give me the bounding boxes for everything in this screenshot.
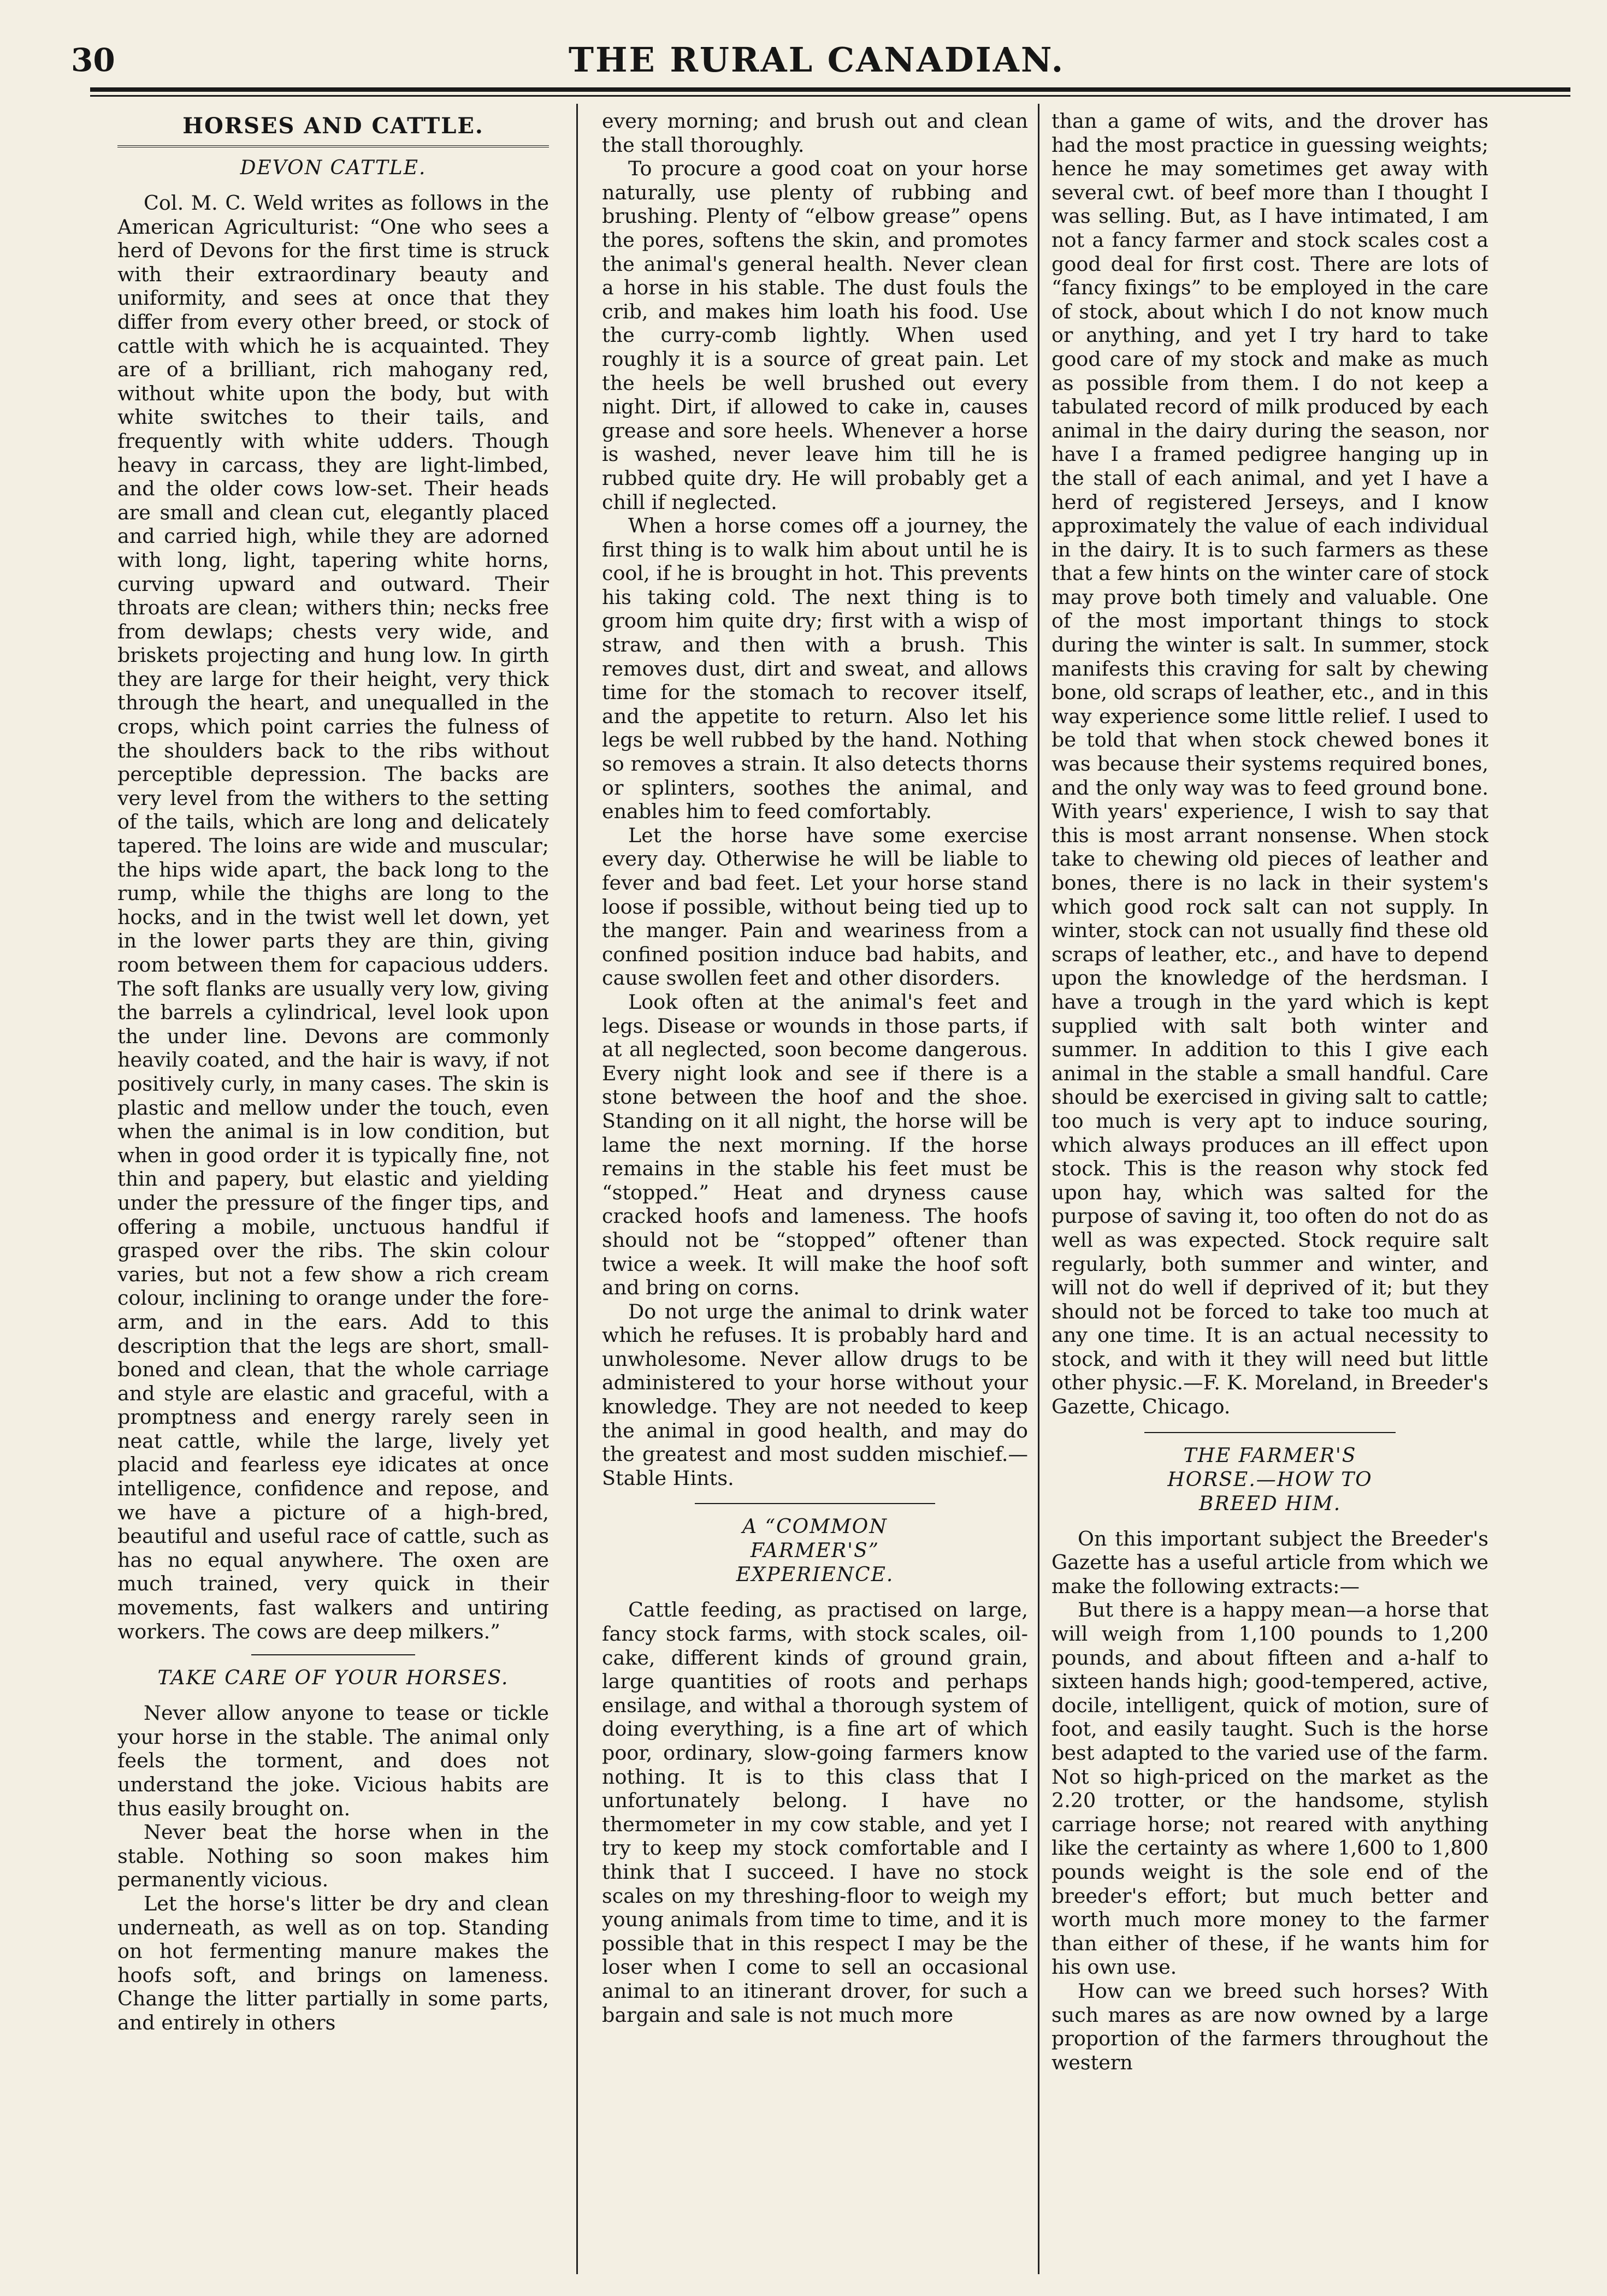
newspaper-title: THE RURAL CANADIAN. — [568, 40, 1065, 80]
article-title-take-care-horses: TAKE CARE OF YOUR HORSES. — [157, 1667, 509, 1690]
article-title-common-farmer: A “COMMON FARMER'S” EXPERIENCE. — [695, 1503, 935, 1587]
article-paragraph: Let the horse's litter be dry and clean underneath, as well as on top. Standing on hot fermenting manure makes the hoofs soft, and brings on lameness. Change the litter partially in some parts, and entirely in others — [117, 1891, 549, 2034]
article-paragraph: How can we breed such horses? With such mares as are now owned by a large proportion of the farmers throughout the western — [1051, 1979, 1488, 2074]
article-paragraph: When a horse comes off a journey, the first thing is to walk him about until he is cool, if he is brought in hot. This prevents his taking cold. The next thing is to groom him quite dry; first with a wisp of straw, and then with a brush. This removes dust, dirt and sweat, and allows time for the stomach to recover itself, and the appetite to return. Also let his legs be well rubbed by the hand. Nothing so removes a strain. It also detects thorns or splinters, soothes the animal, and enables him to feed comfortably. — [602, 514, 1028, 824]
article-title-farmers-horse: THE FARMER'S HORSE.—HOW TO BREED HIM. — [1144, 1432, 1396, 1516]
header-rule-thin — [90, 95, 1570, 97]
article-paragraph: Never allow anyone to tease or tickle your horse in the stable. The animal only feels the torment, and does not understand the joke. Vicious habits are thus easily brought on. — [117, 1701, 549, 1820]
article-paragraph-continued: than a game of wits, and the drover has had the most practice in guessing weights; hence he may sometimes get away with several cwt. of beef more than I thought I was selling. But, as I have intimated, I am not a fancy farmer and stock scales cost a good deal for first cost. There are lots of “fancy fixings” to be employed in the care of stock, about which I do not know much or anything, and yet I try hard to take good care of my stock and make as much as possible from them. I do not keep a tabulated record of milk produced by each animal in the dairy during the season, nor have I a framed pedigree hanging up in the stall of each animal, and yet I have a herd of registered Jerseys, and I know approximately the value of each individual in the dairy. It is to such farmers as these that a few hints on the winter care of stock may prove both timely and valuable. One of the most important things to stock during the winter is salt. In summer, stock manifests this craving for salt by chewing bone, old scraps of leather, etc., and in this way experience some little relief. I used to be told that when stock chewed bones it was because their systems required bones, and the only way was to feed ground bone. With years' experience, I wish to say that this is most arrant nonsense. When stock take to chewing old pieces of leather and bones, there is no lack in their system's which good rock salt can not supply. In winter, stock can not usually find these old scraps of leather, etc., and have to depend upon the knowledge of the herdsman. I have a trough in the yard which is kept supplied with salt both winter and summer. In addition to this I give each animal in the stable a small handful. Care should be exercised in giving salt to cattle; too much is very apt to induce souring, which always produces an ill effect upon stock. This is the reason why stock fed upon hay, which was salted for the purpose of saving it, too often do not do as well as was expected. Stock require salt regularly, both summer and winter, and will not do well if deprived of it; but they should not be forced to take too much at any one time. It is an actual necessity to stock, and with it they will need but little other physic.—F. K. Moreland, in Breeder's Gazette, Chicago. — [1051, 109, 1488, 1419]
page-header — [71, 38, 1562, 82]
article-paragraph: Let the horse have some exercise every day. Otherwise he will be liable to fever and bad feet. Let your horse stand loose if possible, without being tied up to the manger. Pain and weariness from a confined position induce bad habits, and cause swollen feet and other disorders. — [602, 823, 1028, 990]
article-paragraph: Do not urge the animal to drink water which he refuses. It is probably hard and unwholesome. Never allow drugs to be administered to your horse without your knowledge. They are not needed to keep the animal in good health, and may do the greatest and most sudden mischief.—Stable Hints. — [602, 1299, 1028, 1490]
column-3 — [1051, 109, 1488, 2270]
column-1 — [117, 109, 549, 2270]
column-divider-1 — [576, 104, 578, 2274]
article-paragraph: But there is a happy mean—a horse that will weigh from 1,100 pounds to 1,200 pounds, and about fifteen and a-half to sixteen hands high; good-tempered, active, docile, intelligent, quick of motion, sure of foot, and easily taught. Such is the horse best adapted to the varied use of the farm. Not so high-priced on the market as the 2.20 trotter, or the handsome, stylish carriage horse; not reared with anything like the certainty as where 1,600 to 1,800 pounds weight is the sole end of the breeder's effort; but much better and worth much more money to the farmer than either of these, if he wants him for his own use. — [1051, 1598, 1488, 1979]
article-paragraph: To procure a good coat on your horse naturally, use plenty of rubbing and brushing. Plenty of “elbow grease” opens the pores, softens the skin, and promotes the animal's general health. Never clean a horse in his stable. The dust fouls the crib, and makes him loath his food. Use the curry-comb lightly. When used roughly it is a source of great pain. Let the heels be well brushed out every night. Dirt, if allowed to cake in, causes grease and sore heels. Whenever a horse is washed, never leave him till he is rubbed quite dry. He will probably get a chill if neglected. — [602, 157, 1028, 514]
article-paragraph: Look often at the animal's feet and legs. Disease or wounds in those parts, if at all neglected, soon become dangerous. Every night look and see if there is a stone between the hoof and the shoe. Standing on it all night, the horse will be lame the next morning. If the horse remains in the stable his feet must be “stopped.” Heat and dryness cause cracked hoofs and lameness. The hoofs should not be “stopped” oftener than twice a week. It will make the hoof soft and bring on corns. — [602, 990, 1028, 1300]
section-title: HORSES AND CATTLE. — [117, 113, 549, 147]
column-2 — [602, 109, 1028, 2270]
article-paragraph: Never beat the horse when in the stable. Nothing so soon makes him permanently vicious. — [117, 1820, 549, 1892]
column-divider-2 — [1038, 104, 1039, 2274]
article-paragraph: Cattle feeding, as practised on large, fancy stock farms, with stock scales, oil-cake, different kinds of ground grain, large quantities of roots and perhaps ensilage, and withal a thorough system of doing everything, is a fine art of which poor, ordinary, slow-going farmers know nothing. It is to this class that I unfortunately belong. I have no thermometer in my cow stable, and yet I try to keep my stock comfortable and I think that I succeed. I have no stock scales on my threshing-floor to weigh my young animals from time to time, and it is possible that in this respect I may be the loser when I come to sell an occasional animal to an itinerant drover, for such a bargain and sale is not much more — [602, 1598, 1028, 2027]
article-divider — [251, 1654, 415, 1655]
header-rule-thick — [90, 87, 1570, 92]
article-paragraph: On this important subject the Breeder's Gazette has a useful article from which we make the following extracts:— — [1051, 1526, 1488, 1598]
article-paragraph-continued: every morning; and brush out and clean the stall thoroughly. — [602, 109, 1028, 157]
article-title-devon-cattle: DEVON CATTLE. — [240, 157, 427, 179]
page-number: 30 — [71, 42, 115, 79]
article-paragraph: Col. M. C. Weld writes as follows in the American Agriculturist: “One who sees a herd of Devons for the first time is struck with their extraordinary beauty and uniformity, and sees at once that they differ from every other breed, or stock of cattle with which he is acquainted. They are of a brilliant, rich mahogany red, without white upon the body, but with white switches to their tails, and frequently with white udders. Though heavy in carcass, they are light-limbed, and the older cows low-set. Their heads are small and clean cut, elegantly placed and carried high, while they are adorned with long, light, tapering white horns, curving upward and outward. Their throats are clean; withers thin; necks free from dewlaps; chests very wide, and briskets projecting and hung low. In girth they are large for their height, very thick through the heart, and unequalled in the crops, which point carries the fulness of the shoulders back to the ribs without perceptible depression. The backs are very level from the withers to the setting of the tails, which are long and delicately tapered. The loins are wide and muscular; the hips wide apart, the back long to the rump, while the thighs are long to the hocks, and in the twist well let down, yet in the lower parts they are thin, giving room between them for capacious udders. The soft flanks are usually very low, giving the barrels a cylindrical, level look upon the under line. Devons are commonly heavily coated, and the hair is wavy, if not positively curly, in many cases. The skin is plastic and mellow under the touch, even when the animal is in low condition, but when in good order it is typically fine, not thin and papery, but elastic and yielding under the pressure of the finger tips, and offering a mobile, unctuous handful if grasped over the ribs. The skin colour varies, but not a few show a rich cream colour, inclining to orange under the fore-arm, and in the ears. Add to this description that the legs are short, small-boned and clean, that the whole carriage and style are elastic and graceful, with a promptness and energy rarely seen in neat cattle, while the large, lively yet placid and fearless eye idicates at once intelligence, confidence and repose, and we have a picture of a high-bred, beautiful and useful race of cattle, such as has no equal anywhere. The oxen are much trained, very quick in their movements, fast walkers and untiring workers. The cows are deep milkers.” — [117, 191, 549, 1643]
